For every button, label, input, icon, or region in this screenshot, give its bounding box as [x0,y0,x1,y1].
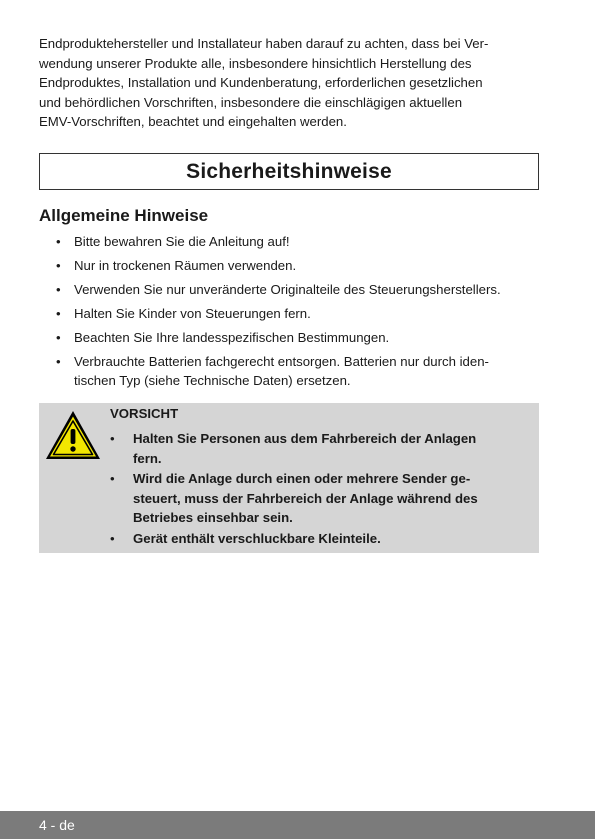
list-item-text: Verbrauchte Batterien fachgerecht entsorgen. Batterien nur durch iden- [74,354,489,369]
list-item [56,232,540,251]
list-item-text: Halten Sie Kinder von Steuerungen fern. [74,306,311,321]
bullet-icon: • [110,471,115,486]
bullet-icon: • [56,258,61,273]
list-item [56,304,540,323]
bullet-icon: • [56,354,61,369]
list-item-text: Bitte bewahren Sie die Anleitung auf! [74,234,290,249]
list-item [110,429,530,468]
subsection-title: Allgemeine Hinweise [39,206,209,225]
list-item-text: Verwenden Sie nur unveränderte Originalteile des Steuerungsherstellers. [74,282,501,297]
list-item [56,328,540,347]
warning-triangle-icon [44,409,102,461]
list-item [56,256,540,275]
list-item-text: Nur in trockenen Räumen verwenden. [74,258,297,273]
bullet-icon: • [110,530,115,546]
caution-title: VORSICHT [110,406,179,421]
list-item-text: Halten Sie Personen aus dem Fahrbereich der Anlagen [133,431,477,446]
list-item-text: Betriebes einsehbar sein. [133,510,293,525]
bullet-icon: • [56,234,61,249]
caution-list [110,429,530,549]
section-title: Sicherheitshinweise [186,159,392,183]
caution-box [39,403,539,553]
intro-line: Endproduktehersteller und Installateur haben darauf zu achten, dass bei Ver- [39,36,489,51]
footer-bar [0,811,595,839]
section-title-box [39,153,539,190]
page-number: 4 - de [39,817,75,833]
general-notes-list [56,232,540,395]
list-item [56,280,540,299]
list-item [110,469,530,528]
bullet-icon: • [56,282,61,297]
intro-paragraph [39,34,539,132]
list-item-text: steuert, muss der Fahrbereich der Anlage während des [133,490,478,506]
intro-line: wendung unserer Produkte alle, insbesondere hinsichtlich Herstellung des [39,55,472,71]
list-item-text: Wird die Anlage durch einen oder mehrere Sender ge- [133,471,471,486]
list-item [110,529,530,549]
intro-line: und behördlichen Vorschriften, insbesondere die einschlägigen aktuellen [39,94,463,110]
bullet-icon: • [110,431,115,446]
list-item-text: fern. [133,450,162,466]
intro-line: Endproduktes, Installation und Kundenberatung, erforderlichen gesetzlichen [39,75,483,90]
bullet-icon: • [56,306,61,321]
list-item-text: tischen Typ (siehe Technische Daten) ersetzen. [74,373,351,388]
bullet-icon: • [56,330,61,345]
list-item-text: Beachten Sie Ihre landesspezifischen Bestimmungen. [74,330,390,345]
list-item [56,352,540,390]
intro-line: EMV-Vorschriften, beachtet und eingehalten werden. [39,114,347,129]
list-item-text: Gerät enthält verschluckbare Kleinteile. [133,530,381,546]
